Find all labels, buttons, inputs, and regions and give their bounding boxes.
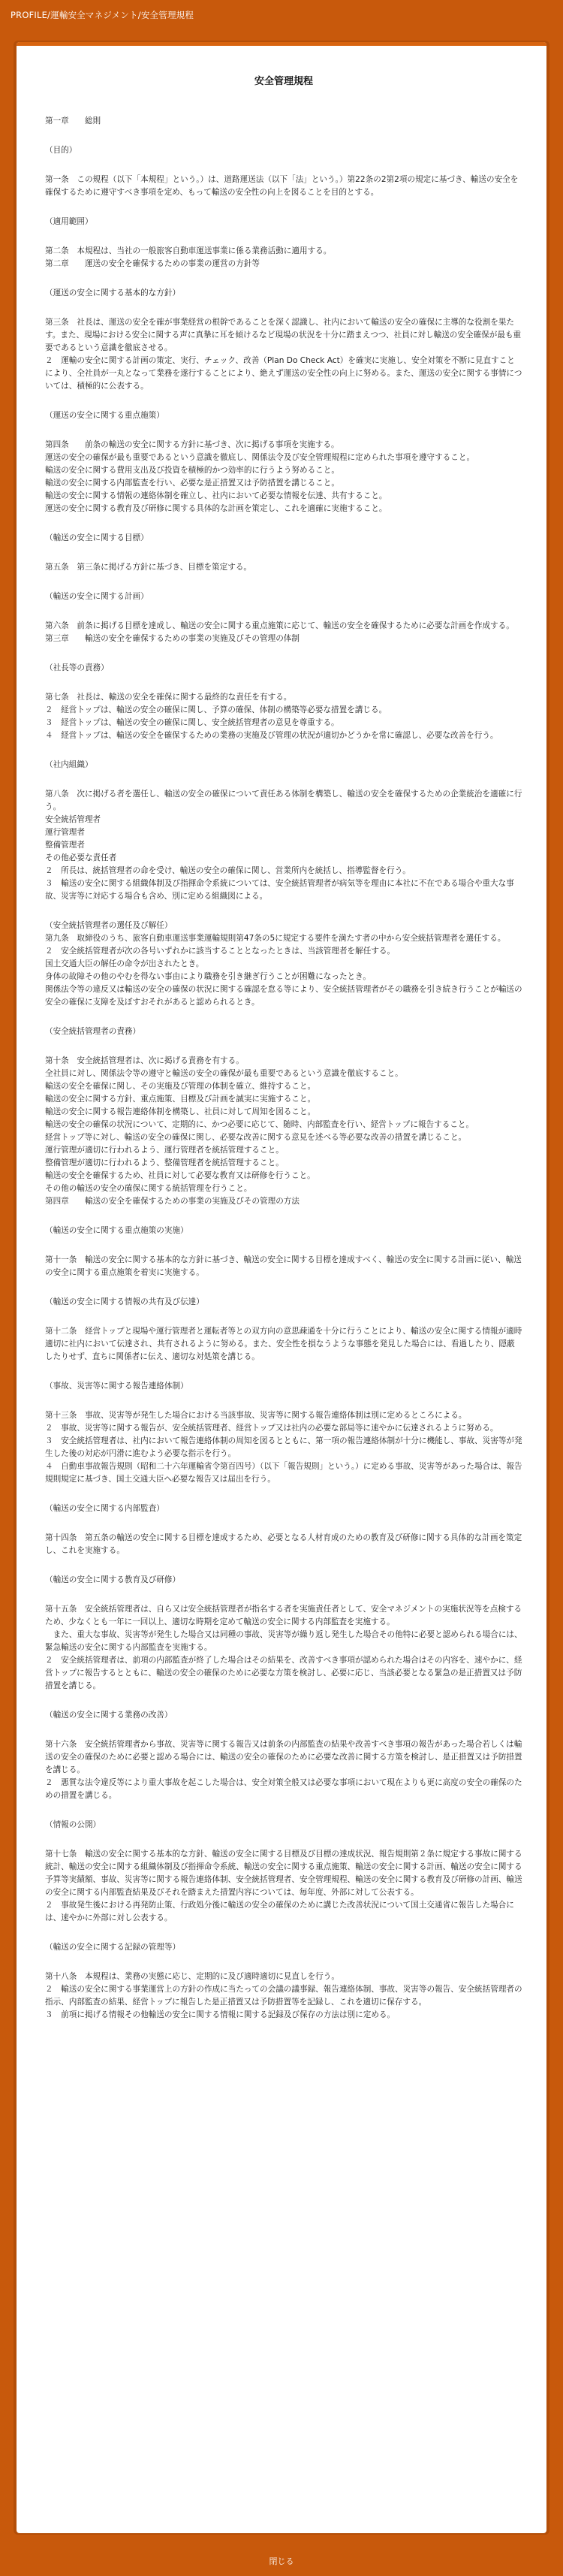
paragraph-gap [45,1515,522,1532]
document-line: （輸送の安全に関する記録の管理等） [45,1943,181,1952]
paragraph-gap [45,1557,522,1574]
document-line: （輸送の安全に関する情報の共有及び伝達） [45,1297,204,1306]
paragraph-gap [45,645,522,662]
paragraph-gap [45,1363,522,1380]
paragraph-gap [45,772,522,788]
document-content [45,75,522,2022]
document-line: （事故、災害等に関する報告連絡体制） [45,1382,188,1391]
document-line: 整備管理が適切に行われるよう、整備管理者を統括管理すること。 [45,1158,284,1167]
paragraph-gap [45,1309,522,1325]
document-line: 輸送の安全に関する情報の連絡体制を確立し、社内において必要な情報を伝達、共有すること。 [45,491,387,500]
paragraph-gap [45,574,522,590]
document-line: 第十二条 経営トップと現場や運行管理者と運転者等との双方向の意思疎通を十分に行うことにより、輸送の安全に関する情報が適時適切に社内において伝達され、共有されるように努める。また、安全性を損なうような事態を発見した場合には、看過したり、隠蔽したりせず、直ちに関係者に伝え、適切な対処策を講じる。 [45,1327,522,1361]
document-line: 輸送の安全に関する内部監査を行い、必要な是正措置又は予防措置を講じること。 [45,479,339,488]
document-line: 輸送の安全を確保に関し、その実施及び管理の体制を確立、維持すること。 [45,1082,316,1091]
document-body [45,115,522,2022]
document-line: （輸送の安全に関する内部監査） [45,1504,164,1513]
paragraph-gap [45,1208,522,1225]
paragraph-gap [45,1393,522,1409]
paragraph-gap [45,228,522,245]
document-line: （輸送の安全に関する業務の改善） [45,1711,173,1720]
document-line: （輸送の安全に関する目標） [45,533,149,542]
document-line: 第七条 社長は、輸送の安全を確保に関する最終的な責任を有する。 [45,693,292,702]
paragraph-gap [45,300,522,316]
document-line: 第一条 この規程（以下「本規程」という。）は、道路運送法（以下「法」という。）第22条の2第2項の規定に基づき、輸送の安全を確保するために遵守すべき事項を定め、もって輸送の安全性の向上を図ることを目的とする。 [45,175,519,197]
paragraph-gap [45,603,522,620]
paper-top-rule [17,42,546,46]
document-line: 運行管理が適切に行われるよう、運行管理者を統括管理すること。 [45,1146,284,1155]
document-line: ２ 悪質な法令違反等により重大事故を起こした場合は、安全対策全般又は必要な事項において現在よりも更に高度の安全の確保のための措置を講じる。 [45,1778,522,1800]
paragraph-gap [45,1486,522,1502]
document-line: （社長等の責務） [45,663,109,672]
document-line: ３ 前項に掲げる情報その他輸送の安全に関する情報に関する記録及び保存の方法は別に定める。 [45,2010,396,2019]
paragraph-gap [45,157,522,174]
document-line: ２ 所長は、統括管理者の命を受け、輸送の安全の確保に関し、営業所内を統括し、指導監督を行う。 [45,866,411,875]
document-line: 第十八条 本規程は、業務の実態に応じ、定期的に及び適時適切に見直しを行う。 [45,1972,339,1981]
document-line: 運送の安全に関する教育及び研修に関する具体的な計画を策定し、これを適確に実施すること。 [45,504,387,513]
document-line: （輸送の安全に関する教育及び研修） [45,1575,181,1584]
document-line: 第六条 前条に掲げる目標を達成し、輸送の安全に関する重点施策に応じて、輸送の安全を確保するために必要な計画を作成する。 [45,621,514,630]
document-line: 第五条 第三条に掲げる方針に基づき、目標を策定する。 [45,563,252,572]
document-line: ３ 経営トップは、輸送の安全の確保に関し、安全統括管理者の意見を尊重する。 [45,718,339,727]
document-line: （輸送の安全に関する重点施策の実施） [45,1226,188,1235]
document-line: 第三条 社長は、運送の安全を確が事業経営の根幹であることを深く認識し、社内において輸送の安全の確保に主導的な役割を果たす。また、現場における安全に関する声に真摯に耳を傾けるなど現場の状況を十分に踏まえつつ、社員に対し輸送の安全確保が最も重要であるという意識を徹底させる。 [45,318,522,352]
document-line: ２ 事故、災害等に関する報告が、安全統括管理者、経営トップ又は社内の必要な部局等に速やかに伝達されるように努める。 [45,1424,498,1433]
document-line: ４ 経営トップは、輸送の安全を確保するための業務の実施及び管理の状況が適切かどうかを常に確認し、必要な改善を行う。 [45,731,498,740]
paragraph-gap [45,545,522,561]
paragraph-gap [45,199,522,216]
document-line: ３ 輸送の安全に関する組織体制及び指揮命令系統については、安全統括管理者が病気等を理由に本社に不在である場合や重大な事故、災害等に対応する場合も含め、別に定める組織図による。 [45,879,514,901]
document-line: （運送の安全に関する基本的な方針） [45,288,181,297]
document-line: 整備管理者 [45,841,85,850]
document-line: （運送の安全に関する重点施策） [45,411,164,420]
document-line: その他の輸送の安全の確保に関する統括管理を行うこと。 [45,1184,252,1193]
document-line: 第十四条 第五条の輸送の安全に関する目標を達成するため、必要となる人材育成のための教育及び研修に関する具体的な計画を策定し、これを実施する。 [45,1533,522,1555]
document-line: （輸送の安全に関する計画） [45,592,149,601]
close-button[interactable]: 閉じる [242,2552,321,2570]
paragraph-gap [45,742,522,759]
document-line: 輸送の安全に関する報告連絡体制を構築し、社員に対して周知を図ること。 [45,1107,316,1116]
paragraph-gap [45,1009,522,1025]
document-line: 輸送の安全を確保するため、社員に対して必要な教育又は研修を行うこと。 [45,1171,315,1180]
paragraph-gap [45,393,522,409]
document-line: ３ 安全統括管理者は、社内において報告連絡体制の周知を図るとともに、第一項の報告連絡体制が十分に機能し、事故、災害等が発生した後の対応が円滑に進むよう必要な指示を行う。 [45,1436,522,1458]
document-line: （情報の公開） [45,1820,101,1829]
document-line: 関係法令等の違反又は輸送の安全の確保の状況に関する確認を怠る等により、安全統括管理者がその職務を引き続き行うことが輸送の安全の確保に支障を及ぼすおそれがあると認められるとき。 [45,985,522,1007]
document-line: 輸送の安全の確保の状況について、定期的に、かつ必要に応じて、随時、内部監査を行い、経営トップに報告すること。 [45,1120,474,1129]
document-line: その他必要な責任者 [45,853,117,862]
paragraph-gap [45,1832,522,1848]
footer-bar [0,2546,563,2576]
document-line: （目的） [45,146,77,155]
document-line: 運行管理者 [45,828,85,837]
document-line: 安全統括管理者 [45,815,101,824]
document-line: 第十七条 輸送の安全に関する基本的な方針、輸送の安全に関する目標及び目標の達成状況、報告規則第２条に規定する事故に関する統計、輸送の安全に関する組織体制及び指揮命令系統、輸送の安全に関する重点施策、輸送の安全に関する計画、輸送の安全に関する予算等実績額、事故、災害等に関する報告連絡体制、安全統括管理者、安全管理規程、輸送の安全に関する教育及び研修の計画、輸送の安全に関する内部監査結果及びそれを踏まえた措置内容については、毎年度、外部に対して公表する。 [45,1850,522,1897]
document-line: ２ 安全統括管理者は、前項の内部監査が終了した場合はその結果を、改善すべき事項が認められた場合はその内容を、速やかに、経営トップに報告するとともに、輸送の安全の確保のために必要な方策を検討し、必要に応じ、当該必要となる緊急の是正措置又は予防措置を講じる。 [45,1656,522,1690]
paragraph-gap [45,422,522,439]
document-line: 身体の故障その他のやむを得ない事由により職務を引き継ぎ行うことが困難になったとき。 [45,972,371,981]
paragraph-gap [45,1038,522,1055]
document-line: ２ 輸送の安全に関する事業運営上の方針の作成に当たっての会議の議事録、報告連絡体制、事故、災害等の報告、安全統括管理者の指示、内部監査の結果、経営トップに報告した是正措置又は予防措置等を記録し、これを適切に保存する。 [45,1985,522,2007]
document-line: 第四条 前条の輸送の安全に関する方針に基づき、次に掲げる事項を実施する。 [45,440,339,449]
paragraph-gap [45,1954,522,1971]
document-line: ４ 自動車事故報告規則（昭和二十六年運輸省令第百四号）（以下「報告規則」という。）に定める事故、災害等があった場合は、報告規則規定に基づき、国土交通大臣へ必要な報告又は届出を行う。 [45,1462,522,1484]
paragraph-gap [45,1802,522,1819]
document-line: ２ 安全統括管理者が次の各号いずれかに該当することとなったときは、当該管理者を解任する。 [45,947,396,956]
paragraph-gap [45,675,522,691]
paragraph-gap [45,515,522,532]
document-line: 運送の安全の確保が最も重要であるという意識を徹底し、関係法令及び安全管理規程に定められた事項を遵守すること。 [45,453,475,462]
document-line: （社内組織） [45,760,93,769]
paragraph-gap [45,1693,522,1709]
document-line: （適用範囲） [45,217,93,226]
breadcrumb: PROFILE/運輸安全マネジメント/安全管理規程 [11,10,194,20]
paragraph-gap [45,1587,522,1603]
document-line: また、重大な事故、災害等が発生した場合又は同種の事故、災害等が繰り返し発生した場合その他特に必要と認められる場合には、緊急輸送の安全に関する内部監査を実施する。 [45,1630,522,1652]
document-line: 第一章 総則 [45,116,101,125]
document-line: 第八条 次に掲げる者を選任し、輸送の安全の確保について責任ある体制を構築し、輸送の安全を確保するための企業統治を適確に行う。 [45,790,522,811]
document-line: ２ 経営トップは、輸送の安全の確保に関し、予算の確保、体制の構築等必要な措置を講じる。 [45,705,387,714]
document-line: 第二条 本規程は、当社の一般旅客自動車運送事業に係る業務活動に適用する。 [45,246,332,255]
document-line: 第二章 運送の安全を確保するための事業の運営の方針等 [45,259,260,268]
document-line: 全社員に対し、関係法令等の遵守と輸送の安全の確保が最も重要であるという意識を徹底すること。 [45,1069,403,1078]
paragraph-gap [45,903,522,920]
document-line: ２ 運輸の安全に関する計画の策定、実行、チェック、改善（Plan Do Check Act）を確実に実施し、安全対策を不断に見直すことにより、全社員が一丸となって業務を遂行することにより、絶えず運送の安全性の向上に努める。また、運送の安全に関する事情については、積極的に公表する。 [45,356,522,391]
document-line: （安全統括管理者の選任及び解任） [45,921,173,930]
document-line: 国土交通大臣の解任の命令が出されたとき。 [45,959,204,968]
document-line: 輸送の安全に関する費用支出及び投資を積極的かつ効率的に行うよう努めること。 [45,466,339,475]
paragraph-gap [45,1279,522,1296]
paragraph-gap [45,1722,522,1738]
paragraph-gap [45,1925,522,1941]
page-frame [0,30,563,2546]
paragraph-gap [45,270,522,287]
document-line: （安全統括管理者の責務） [45,1027,141,1036]
document-line: 第十五条 安全統括管理者は、自ら又は安全統括管理者が指名する者を実施責任者として、安全マネジメントの実施状況等を点検するため、少なくとも一年に一回以上、適切な時期を定めて輸送の安全に関する内部監査を実施する。 [45,1605,522,1626]
document-line: 第九条 取締役のうち、旅客自動車運送事業運輸規則第47条の5に規定する要件を満たす者の中から安全統括管理者を選任する。 [45,934,506,943]
document-line: 第四章 輸送の安全を確保するための事業の実施及びその管理の方法 [45,1197,300,1206]
document-line: 第十六条 安全統括管理者から事故、災害等に関する報告又は前条の内部監査の結果や改善すべき事項の報告があった場合若しくは輸送の安全の確保のために必要と認める場合には、輸送の安全の確保のために必要な改善に関する方策を検討し、是正措置又は予防措置を講じる。 [45,1740,522,1774]
document-line: 第十三条 事故、災害等が発生した場合における当該事故、災害等に関する報告連絡体制は別に定めるところによる。 [45,1411,467,1420]
document-line: 輸送の安全に関する方針、重点施策、目標及び計画を誠実に実施すること。 [45,1095,316,1104]
document-line: 経営トップ等に対し、輸送の安全の確保に関し、必要な改善に関する意見を述べる等必要な改善の措置を講じること。 [45,1133,467,1142]
document-line: ２ 事故発生後における再発防止策、行政処分後に輸送の安全の確保のために講じた改善状況について国土交通省に報告した場合には、速やかに外部に対し公表する。 [45,1901,514,1922]
document-title: 安全管理規程 [254,76,313,87]
document-line: 第三章 輸送の安全を確保するための事業の実施及びその管理の体制 [45,634,300,643]
paragraph-gap [45,128,522,144]
document-line: 第十一条 輸送の安全に関する基本的な方針に基づき、輸送の安全に関する目標を達成すべく、輸送の安全に関する計画に従い、輸送の安全に関する重点施策を着実に実施する。 [45,1255,522,1277]
paragraph-gap [45,1237,522,1254]
document-line: 第十条 安全統括管理者は、次に掲げる責務を有する。 [45,1056,244,1065]
